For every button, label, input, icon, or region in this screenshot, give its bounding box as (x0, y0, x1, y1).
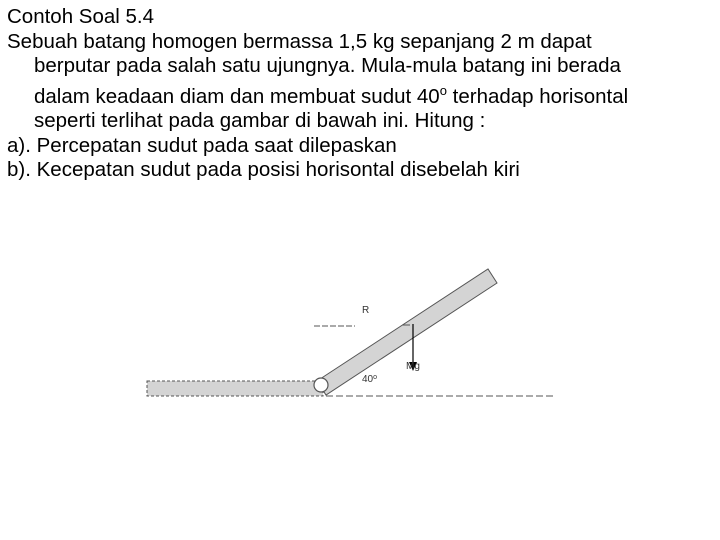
question-b: b). Kecepatan sudut pada posisi horisontal disebelah kiri (7, 158, 520, 182)
degree-superscript: o (439, 82, 447, 98)
question-a: a). Percepatan sudut pada saat dilepaskan (7, 133, 397, 157)
label-r: R (362, 305, 370, 316)
label-mg: Mg (406, 361, 420, 372)
problem-line-3-text: dalam keadaan diam dan membuat sudut 40 (34, 84, 440, 108)
problem-line-4: seperti terlihat pada gambar di bawah ini. Hitung : (34, 109, 486, 133)
problem-title: Contoh Soal 5.4 (7, 5, 155, 28)
angle-label (362, 374, 377, 385)
angle-value: 40 (362, 374, 374, 385)
horizontal-rod (147, 381, 323, 396)
tilted-rod (317, 269, 497, 395)
pivot-circle (314, 378, 328, 392)
problem-line-2: berputar pada salah satu ujungnya. Mula-mula batang ini berada (34, 54, 621, 78)
problem-line-3-tail: terhadap horisontal (446, 84, 629, 108)
angle-degree-mark: o (373, 374, 378, 381)
problem-line-1: Sebuah batang homogen bermassa 1,5 kg sepanjang 2 m dapat (7, 29, 592, 53)
